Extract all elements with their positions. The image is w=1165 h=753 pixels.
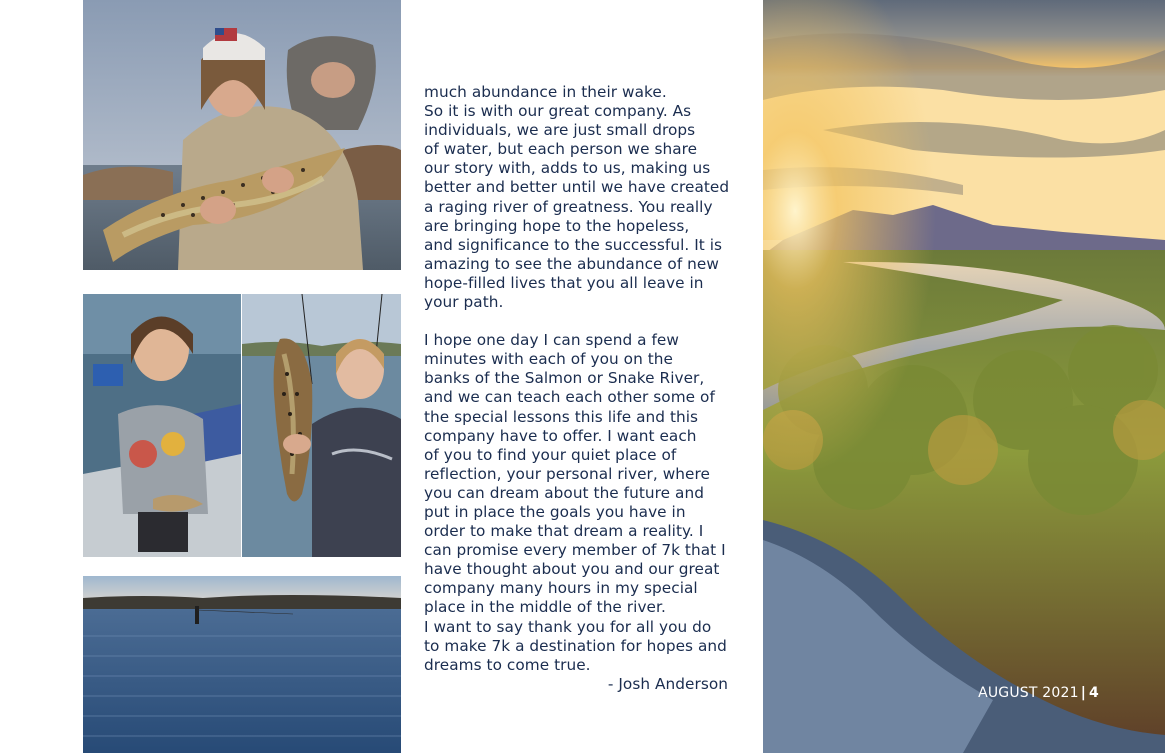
photo-woman-with-trout: [242, 294, 401, 557]
footer-separator: |: [1080, 685, 1087, 701]
article-paragraph: much abundance in their wake. So it is with our great company. As individuals, we are just small drops of water, but each person we share our story with, adds to us, making us better and better until we have created a raging river of greatness. You really are bringing hope to the hopeless, and significance to the successful. It is amazing to see the abundance of new hope-filled lives that you all leave in your path.: [424, 83, 730, 312]
page-footer: [978, 685, 1099, 701]
article-body: [424, 83, 736, 694]
author-signature: - Josh Anderson: [607, 674, 728, 693]
page-number: 4: [1089, 685, 1099, 701]
issue-date: AUGUST 2021: [978, 685, 1079, 701]
photo-fishermen-with-trout: [83, 0, 401, 270]
article-paragraph: I hope one day I can spend a few minutes with each of you on the banks of the Salmon or Snake River, and we can teach each other some of the special lessons this life and this company have to offer. I want each of you to find your quiet place of reflection, your personal river, where you can dream about the future and put in place the goals you have in order to make that dream a reality. I can promise every member of 7k that I have thought about you and our great company many hours in my special place in the middle of the river. I want to say thank you for all you do to make 7k a destination for hopes and dreams to come true.: [424, 331, 727, 674]
photo-lake-fisherman: [83, 576, 401, 753]
photo-boy-with-fish: [83, 294, 241, 557]
photo-river-sunset: [763, 0, 1165, 753]
